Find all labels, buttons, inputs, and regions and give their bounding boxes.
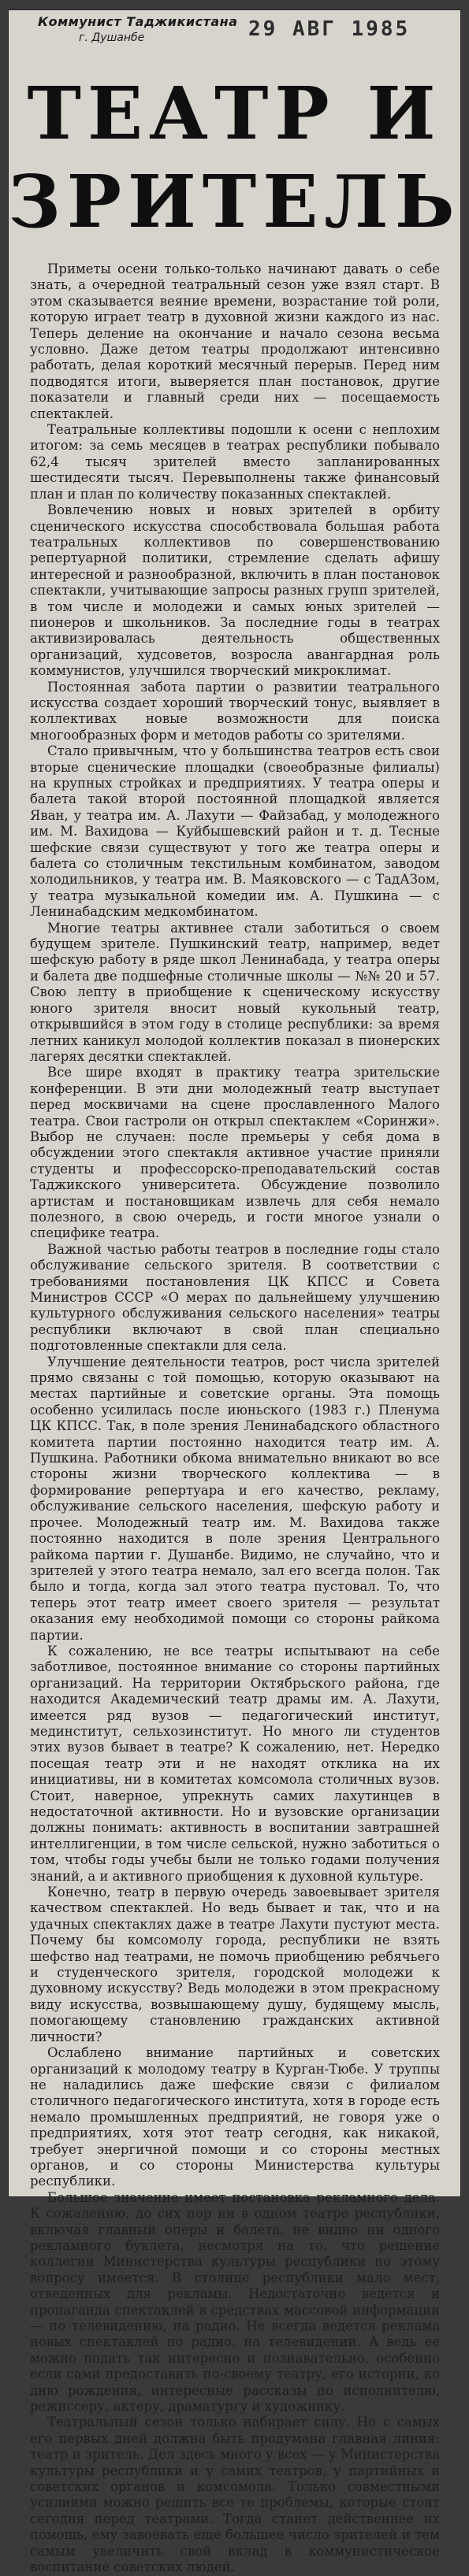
paragraph: Ослаблено внимание партийных и советских организаций к молодому театру в Курган-Тюбе. У труппы не наладились даже шефские связи с филиалом столичного педагогического института, хотя в городе есть немало промышленных предприятий, не говоря уже о предприятиях, хотя этот театр сегодня, как никакой, требует энергичной помощи и со стороны местных органов, и со стороны Министерства культуры республики.: [30, 2045, 440, 2189]
paragraph: Все шире входят в практику театра зрительские конференции. В эти дни молодежный театр выступает перед москвичами на сцене прославленного Малого театра. Свои гастроли он открыл спектаклем «Соринжи». Выбор не случаен: после премьеры у себя дома в обсуждении этого спектакля активное участие приняли студенты и профессорско-преподавательский состав Таджикского университета. Обсуждение позволило артистам и постановщикам извлечь для себя немало полезного, в свою очередь, и гости многое узнали о специфике театра.: [30, 1065, 440, 1241]
paragraph: Многие театры активнее стали заботиться о своем будущем зрителе. Пушкинский театр, например, ведет шефскую работу в ряде школ Ленинабада, у театра оперы и балета две подшефные столичные школы — №№ 20 и 57. Свою лепту в приобщение к сценическому искусству юного зрителя вносит новый кукольный театр, открывшийся в этом году в столице республики: за время летних каникул молодой коллектив показал в пионерских лагерях десятки спектаклей.: [30, 920, 440, 1064]
date-stamp: 29 АВГ 1985: [248, 17, 411, 41]
paragraph: Театральные коллективы подошли к осени с неплохим итогом: за семь месяцев в театрах республики побывало 62,4 тысяч зрителей вместо запланированных шестидесяти тысяч. Перевыполнены также финансовый план и план по количеству показанных спектаклей.: [30, 422, 440, 502]
paragraph: Приметы осени только-только начинают давать о себе знать, а очередной театральный сезон уже взял старт. В этом сказывается веяние времени, возрастание той роли, которую играет театр в духовной жизни каждого из нас. Теперь деление на окончание и начало сезона весьма условно. Даже детом театры продолжают интенсивно работать, делая короткий месячный перерыв. Перед ним подводятся итоги, выверяется план постановок, другие показатели и главный среди них — посещаемость спектаклей.: [30, 261, 440, 421]
headline-line-1: ТЕАТР И: [27, 71, 442, 156]
paragraph: Улучшение деятельности театров, рост числа зрителей прямо связаны с той помощью, которую оказывают на местах партийные и советские органы. Эта помощь особенно усилилась после июньского (1983 г.) Пленума ЦК КПСС. Так, в поле зрения Ленинабадского областного комитета партии постоянно находится театр им. А. Пушкина. Работники обкома внимательно вникают во все стороны жизни творческого коллектива — в формирование репертуара и его качество, рекламу, обслуживание сельского населения, шефскую работу и прочее. Молодежный театр им. М. Вахидова также постоянно находится в поле зрения Центрального райкома партии г. Душанбе. Видимо, не случайно, что и зрителей у этого театра немало, зал его всегда полон. Так было и тогда, когда зал этого театра пустовал. То, что теперь этот театр имеет своего зрителя — результат оказания ему необходимой помощи со стороны райкома партии.: [30, 1354, 440, 1643]
newspaper-clipping: [8, 9, 461, 2575]
paragraph: Постоянная забота партии о развитии театрального искусства создает хороший творческий тонус, выявляет в коллективах новые возможности для поиска многообразных форм и методов работы со зрителями.: [30, 679, 440, 743]
article-body: [30, 261, 440, 2576]
paragraph: Важной частью работы театров в последние годы стало обслуживание сельского зрителя. В соответствии с требованиями постановления ЦК КПСС и Совета Министров СССР «О мерах по дальнейшему улучшению культурного обслуживания сельского населения» театры республики включают в свой план специально подготовленные спектакли для села.: [30, 1241, 440, 1354]
newspaper-city: г. Душанбе: [79, 32, 145, 44]
paragraph: Конечно, театр в первую очередь завоевывает зрителя качеством спектаклей. Но ведь бывает и так, что и на удачных спектаклях даже в театре Лахути пустуют места. Почему бы комсомолу города, республики не взять шефство над театрами, не помочь приобщению ребячьего и студенческого зрителя, городской молодежи к духовному искусству? Ведь молодежи в этом прекрасному виду искусства, возвышающему душу, будящему мысль, помогающему становлению гражданских активной личности?: [30, 1885, 440, 2044]
paragraph: Стало привычным, что у большинства театров есть свои вторые сценические площадки (своеобразные филиалы) на крупных стройках и предприятиях. У театра оперы и балета такой второй постоянной площадкой является Яван, у театра им. А. Лахути — Файзабад, у молодежного им. М. Вахидова — Куйбышевский район и т. д. Тесные шефские связи существуют у того же театра оперы и балета со столичным текстильным комбинатом, заводом холодильников, у театра им. В. Маяковского — с ТадАЗом, у театра музыкальной комедии им. А. Пушкина — с Ленинабадским медкомбинатом.: [30, 743, 440, 920]
paragraph: Театральный сезон только набирает силу. Но с самых его первых дней должна быть продумана главная линия: театр и зритель. Дел здесь много у всех — у Министерства культуры республики и у самих театров, у партийных и советских органов и комсомола. Только совместными усилиями можно решить все те проблемы, которые стоят сегодня перед театрами. Тогда станет действеннее их помощь, ему завоевать еще большее число зрителей и тем самым увеличить свой вклад в коммунистическое воспитание советских людей.: [30, 2415, 440, 2575]
paragraph: Большое значение имеет постановка рекламного дела. К сожалению, до сих пор ни в одном театре республики, включая главный оперы и балета, не видно ни одного рекламного буклета, несмотря на то, что решение коллегии Министерства культуры республики по этому вопросу имеется. В столице республики мало мест, отведенных для рекламы. Недостаточно ведется и пропаганда спектаклей в средствах массовой информации — по телевидению, на радио. Не всегда ведется реклама новых спектаклей по радио, на телевидении. А ведь ее можно подать так интересно и познавательно, особенно если сами предоставить по-своему театру, его истории, ко дню рождения, интересные рассказы по исполнителю, режиссеру, актеру, драматургу и художнику.: [30, 2189, 440, 2415]
newspaper-name: Коммунист Таджикистана: [38, 14, 238, 29]
paragraph: К сожалению, не все театры испытывают на себе заботливое, постоянное внимание со стороны партийных организаций. На территории Октябрьского района, где находится Академический театр драмы им. А. Лахути, имеется ряд вузов — педагогический институт, мединститут, сельхозинститут. Но много ли студентов этих вузов бывает в театре? К сожалению, нет. Нередко посещая театр эти и не находят отклика на их инициативы, ни в комитетах комсомола столичных вузов. Стоит, наверное, упрекнуть самих лахутинцев в недостаточной активности. Но и вузовские организации должны понимать: активность в воспитании завтрашней интеллигенции, в том числе сельской, нужно заботиться о том, чтобы годы учебы были не только годами получения знаний, а и активного приобщения к духовной культуре.: [30, 1643, 440, 1884]
headline-line-2: ЗРИТЕЛЬ: [8, 159, 461, 244]
paragraph: Вовлечению новых и новых зрителей в орбиту сценического искусства способствовала большая работа театральных коллективов по совершенствованию репертуарной политики, стремление сделать афишу интересной и разнообразной, включить в план постановок спектакли, учитывающие запросы разных групп зрителей, в том числе и молодежи и самых юных зрителей — пионеров и школьников. За последние годы в театрах активизировалась деятельность общественных организаций, худсоветов, возросла авангардная роль коммунистов, улучшился творческий микроклимат.: [30, 502, 440, 679]
